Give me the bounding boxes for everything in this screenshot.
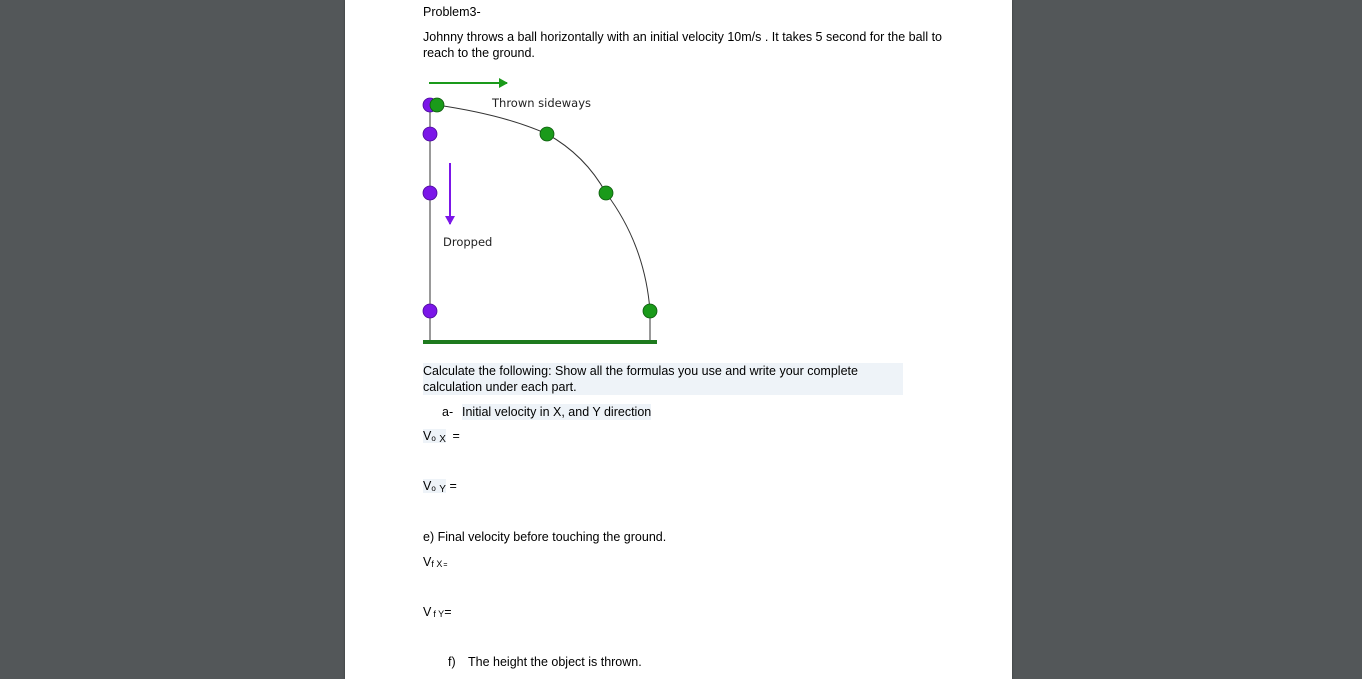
dropped-ball — [423, 304, 437, 318]
projectile-diagram — [345, 0, 1012, 679]
vox-formula — [423, 428, 460, 446]
problem-title: Problem3- — [423, 5, 481, 19]
voy-formula — [423, 478, 457, 496]
thrown-ball — [643, 304, 657, 318]
voy-sub-o: o — [431, 484, 436, 493]
voy-axis: Y — [439, 484, 446, 495]
voy-v: V — [423, 479, 432, 493]
thrown-ball — [599, 186, 613, 200]
vfx-v: V — [423, 555, 432, 569]
vfy-sub: f Y — [433, 609, 445, 619]
dropped-ball — [423, 127, 437, 141]
vfy-v: V — [423, 605, 432, 619]
part-a-marker: a- — [442, 405, 454, 419]
thrown-sideways-label: Thrown sideways — [492, 96, 591, 110]
dropped-label: Dropped — [443, 235, 493, 249]
vox-sub-o: o — [431, 434, 436, 443]
vox-v: V — [423, 429, 432, 443]
thrown-trajectory — [437, 105, 650, 342]
thrown-ball — [540, 127, 554, 141]
vfx-formula — [423, 554, 447, 573]
vfy-formula — [423, 604, 452, 621]
vfy-eq: = — [444, 605, 452, 619]
part-a-text: Initial velocity in X, and Y direction — [462, 405, 652, 419]
part-f-text: The height the object is thrown. — [468, 655, 642, 669]
instructions-text: Calculate the following: Show all the formulas you use and write your complete calculation under each part. — [423, 363, 903, 395]
vox-eq: = — [452, 429, 460, 443]
thrown-ball — [430, 98, 444, 112]
document-page — [345, 0, 1012, 679]
dropped-ball — [423, 186, 437, 200]
part-f-marker: f) — [448, 655, 456, 669]
part-e-text: e) Final velocity before touching the ground. — [423, 530, 667, 544]
vox-axis: X — [439, 434, 446, 445]
vfx-eq: = — [443, 562, 448, 569]
vfx-sub: f X — [431, 559, 443, 569]
voy-eq: = — [449, 479, 457, 493]
problem-intro: Johnny throws a ball horizontally with an initial velocity 10m/s . It takes 5 second for the ball to reach to the ground. — [423, 30, 943, 60]
